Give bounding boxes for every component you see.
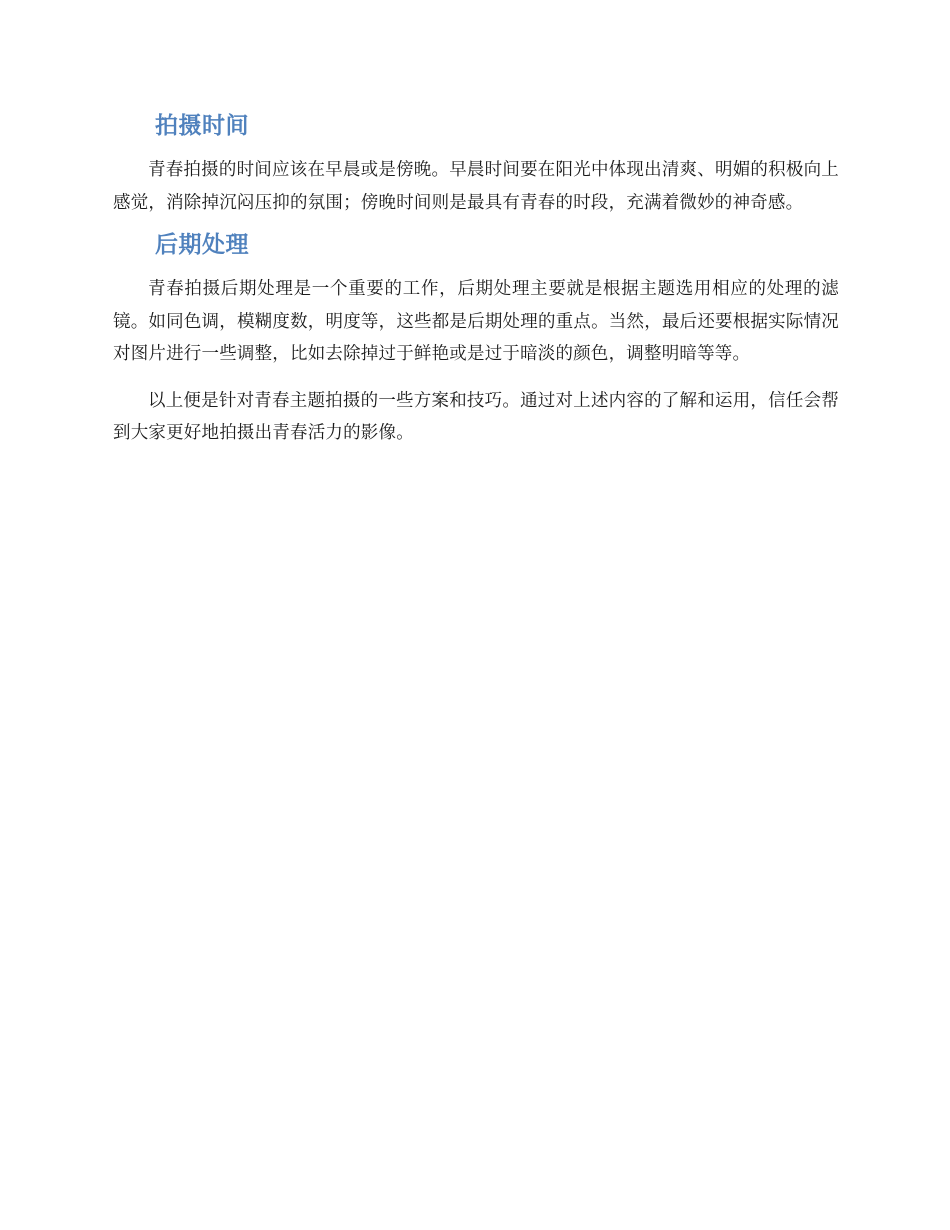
document-content — [113, 108, 839, 464]
conclusion-paragraph: 以上便是针对青春主题拍摄的一些方案和技巧。通过对上述内容的了解和运用，信任会帮到大家更好地拍摄出青春活力的影像。 — [113, 390, 839, 443]
section-heading-post-processing: 后期处理 — [155, 232, 249, 258]
section-heading-shooting-time: 拍摄时间 — [155, 113, 249, 139]
section-paragraph-post-processing: 青春拍摄后期处理是一个重要的工作，后期处理主要就是根据主题选用相应的处理的滤镜。如同色调，模糊度数，明度等，这些都是后期处理的重点。当然，最后还要根据实际情况对图片进行一些调整，比如去除掉过于鲜艳或是过于暗淡的颜色，调整明暗等等。 — [113, 279, 839, 364]
section-paragraph-shooting-time: 青春拍摄的时间应该在早晨或是傍晚。早晨时间要在阳光中体现出清爽、明媚的积极向上感觉，消除掉沉闷压抑的氛围；傍晚时间则是最具有青春的时段，充满着微妙的神奇感。 — [113, 160, 839, 213]
